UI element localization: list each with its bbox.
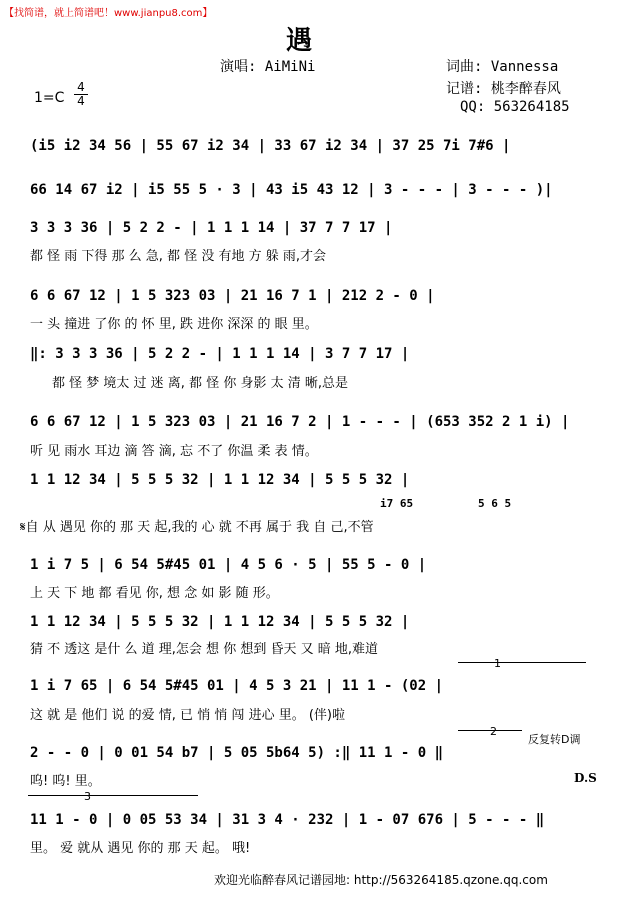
harmony-line-b: 5 6 5	[478, 497, 512, 510]
score-row-2-notes: 66 14 67 i2 | i5 55 5 · 3 | 43 i5 43 12 | 3 - - - | 3 - - - )|	[30, 182, 553, 198]
harmony-line-a: i7 65	[380, 497, 414, 510]
volta-2-label: 2	[490, 725, 497, 738]
score-row-12-lyrics: 里。 爱 就从 遇见 你的 那 天 起。 哦!	[30, 841, 251, 856]
score-row-4-lyrics: 一 头 撞进 了你 的 怀 里, 跌 进你 深深 的 眼 里。	[30, 317, 318, 332]
score-row-8-lyrics: 上 天 下 地 都 看见 你, 想 念 如 影 随 形。	[30, 586, 279, 601]
score-row-11-notes: 2 - - 0 | 0 01 54 b7 | 5 05 5b64 5) :‖ 11 1 - 0 ‖	[30, 745, 444, 761]
volta-3-label: 3	[84, 790, 91, 803]
score-row-10-lyrics: 这 就 是 他们 说 的爱 情, 已 悄 悄 闯 进心 里。 (伴)啦	[30, 708, 345, 723]
score-row-1-notes: (i5 i2 34 56 | 55 67 i2 34 | 33 67 i2 34 | 37 25 7i 7#6 |	[30, 138, 511, 154]
modulation-note: 反复转D调	[528, 733, 581, 746]
dal-segno-mark: D.S	[574, 771, 597, 785]
score-row-5-notes: ‖: 3 3 3 36 | 5 2 2 - | 1 1 1 14 | 3 7 7 17 |	[30, 346, 410, 362]
qq-credit: QQ: 563264185	[460, 99, 570, 115]
key-signature: 1=C	[34, 90, 65, 106]
score-row-7-lyrics: 𝄋自 从 遇见 你的 那 天 起,我的 心 就 不再 属于 我 自 己,不管	[20, 520, 374, 535]
score-row-6-lyrics: 听 见 雨水 耳边 滴 答 滴, 忘 不了 你温 柔 表 情。	[30, 444, 318, 459]
volta-2-bracket	[458, 730, 522, 731]
time-signature-bottom: 4	[77, 94, 85, 108]
score-row-3-notes: 3 3 3 36 | 5 2 2 - | 1 1 1 14 | 37 7 7 17 |	[30, 220, 393, 236]
score-row-9-lyrics: 猜 不 透这 是什 么 道 理,怎会 想 你 想到 昏天 又 暗 地,难道	[30, 642, 378, 657]
score-row-6-notes: 6 6 67 12 | 1 5 323 03 | 21 16 7 2 | 1 - - - | (653 352 2 1 i) |	[30, 414, 570, 430]
score-row-3-lyrics: 都 怪 雨 下得 那 么 急, 都 怪 没 有地 方 躲 雨,才会	[30, 249, 326, 264]
score-row-5-lyrics: 都 怪 梦 境太 过 迷 离, 都 怪 你 身影 太 清 晰,总是	[52, 376, 348, 391]
volta-1-label: 1	[494, 657, 501, 670]
score-row-4-notes: 6 6 67 12 | 1 5 323 03 | 21 16 7 1 | 212 2 - 0 |	[30, 288, 435, 304]
song-title: 遇	[286, 26, 313, 56]
transcriber-credit: 记谱: 桃李醉春风	[446, 81, 561, 97]
footer-credit: 欢迎光临醉春风记谱园地: http://563264185.qzone.qq.com	[214, 873, 548, 887]
score-row-10-notes: 1 i 7 65 | 6 54 5#45 01 | 4 5 3 21 | 11 1 - (02 |	[30, 678, 444, 694]
volta-1-bracket	[458, 662, 586, 663]
time-signature-top: 4	[77, 80, 85, 94]
score-row-8-notes: 1 i 7 5 | 6 54 5#45 01 | 4 5 6 · 5 | 55 5 - 0 |	[30, 557, 427, 573]
score-row-7-notes: 1 1 12 34 | 5 5 5 32 | 1 1 12 34 | 5 5 5 32 |	[30, 472, 410, 488]
score-row-9-notes: 1 1 12 34 | 5 5 5 32 | 1 1 12 34 | 5 5 5 32 |	[30, 614, 410, 630]
singer-credit: 演唱: AiMiNi	[220, 59, 316, 75]
volta-3-bracket	[28, 795, 198, 796]
composer-credit: 词曲: Vannessa	[446, 59, 559, 75]
score-row-12-notes: 11 1 - 0 | 0 05 53 34 | 31 3 4 · 232 | 1 - 07 676 | 5 - - - ‖	[30, 812, 545, 828]
time-signature	[74, 82, 88, 107]
score-row-11-lyrics: 呜! 呜! 里。	[30, 774, 101, 789]
site-banner: 【找简谱，就上简谱吧！www.jianpu8.com】	[4, 8, 213, 19]
